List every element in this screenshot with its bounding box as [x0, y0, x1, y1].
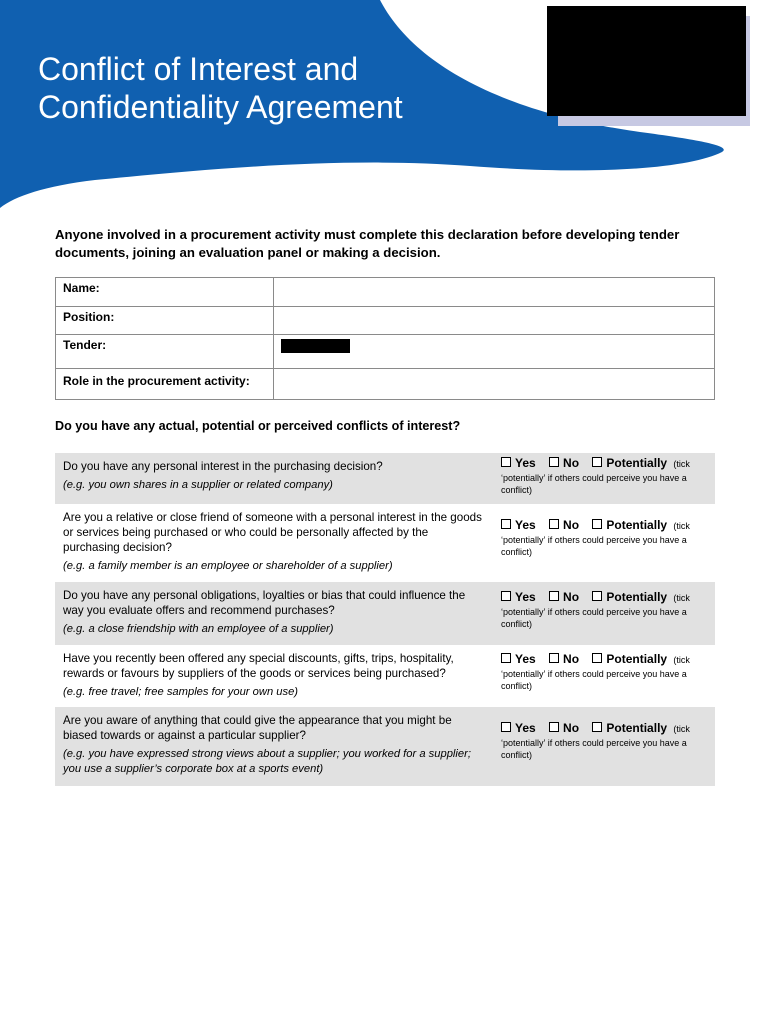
question-row: [55, 707, 715, 786]
question-row: [55, 582, 715, 645]
no-checkbox[interactable]: [549, 591, 559, 601]
name-field[interactable]: [274, 278, 715, 307]
question-text: Are you a relative or close friend of someone with a personal interest in the goods or services being purchased or who could be personally affected by the purchasing decision?: [63, 511, 482, 554]
potentially-label: Potentially: [606, 721, 668, 735]
redacted-logo: [547, 6, 746, 116]
details-table: [55, 277, 715, 400]
details-row-position: [56, 307, 715, 335]
no-label: No: [563, 652, 580, 666]
question-text: Do you have any personal interest in the purchasing decision?: [63, 460, 383, 473]
no-label: No: [563, 518, 580, 532]
yes-option[interactable]: [501, 456, 536, 470]
details-row-tender: [56, 335, 715, 369]
potentially-option[interactable]: [592, 456, 667, 470]
potentially-note: ‘potentially’ if others could perceive you have a conflict): [501, 669, 687, 691]
no-checkbox[interactable]: [549, 457, 559, 467]
details-row-role: [56, 369, 715, 400]
yes-label: Yes: [515, 652, 536, 666]
answer-options: [501, 518, 713, 558]
intro-text: Anyone involved in a procurement activity must complete this declaration before developing tender documents, joining an evaluation panel or making a decision.: [55, 227, 680, 260]
no-option[interactable]: [549, 456, 579, 470]
question-example: (e.g. you own shares in a supplier or related company): [63, 479, 333, 491]
yes-checkbox[interactable]: [501, 591, 511, 601]
potentially-note: ‘potentially’ if others could perceive you have a conflict): [501, 535, 687, 557]
question-row: [55, 645, 715, 707]
potentially-label: Potentially: [606, 456, 668, 470]
potentially-option[interactable]: [592, 721, 667, 735]
yes-option[interactable]: [501, 518, 536, 532]
no-checkbox[interactable]: [549, 653, 559, 663]
no-checkbox[interactable]: [549, 519, 559, 529]
yes-checkbox[interactable]: [501, 653, 511, 663]
answer-options: [501, 652, 713, 692]
answer-options: [501, 456, 713, 496]
position-label: Position:: [56, 307, 274, 335]
tick-note: (tick: [673, 724, 690, 734]
tick-note: (tick: [673, 655, 690, 665]
yes-label: Yes: [515, 456, 536, 470]
question-row: [55, 453, 715, 504]
potentially-label: Potentially: [606, 652, 668, 666]
potentially-checkbox[interactable]: [592, 519, 602, 529]
redacted-tender-value: [281, 339, 350, 353]
question-example: (e.g. free travel; free samples for your own use): [63, 686, 299, 698]
no-option[interactable]: [549, 518, 579, 532]
answer-options: [501, 590, 713, 630]
potentially-checkbox[interactable]: [592, 457, 602, 467]
answer-options: [501, 721, 713, 761]
potentially-note: ‘potentially’ if others could perceive you have a conflict): [501, 738, 687, 760]
no-option[interactable]: [549, 721, 579, 735]
conflicts-question-heading: Do you have any actual, potential or perceived conflicts of interest?: [55, 419, 461, 433]
question-text: Have you recently been offered any special discounts, gifts, trips, hospitality, rewards or favours by suppliers of the goods or services being purchased?: [63, 652, 454, 680]
tender-label: Tender:: [56, 335, 274, 369]
yes-option[interactable]: [501, 652, 536, 666]
question-example: (e.g. a close friendship with an employee of a supplier): [63, 623, 334, 635]
potentially-option[interactable]: [592, 518, 667, 532]
page-title: [38, 50, 403, 126]
yes-option[interactable]: [501, 721, 536, 735]
potentially-checkbox[interactable]: [592, 591, 602, 601]
tick-note: (tick: [673, 459, 690, 469]
no-option[interactable]: [549, 590, 579, 604]
potentially-label: Potentially: [606, 590, 668, 604]
role-field[interactable]: [274, 369, 715, 400]
title-line-1: Conflict of Interest and: [38, 51, 359, 87]
potentially-checkbox[interactable]: [592, 722, 602, 732]
no-label: No: [563, 456, 580, 470]
potentially-note: ‘potentially’ if others could perceive you have a conflict): [501, 473, 687, 495]
yes-label: Yes: [515, 590, 536, 604]
no-checkbox[interactable]: [549, 722, 559, 732]
position-field[interactable]: [274, 307, 715, 335]
yes-checkbox[interactable]: [501, 722, 511, 732]
potentially-label: Potentially: [606, 518, 668, 532]
yes-label: Yes: [515, 518, 536, 532]
tender-field[interactable]: [274, 335, 715, 369]
potentially-note: ‘potentially’ if others could perceive you have a conflict): [501, 607, 687, 629]
no-option[interactable]: [549, 652, 579, 666]
question-text: Do you have any personal obligations, loyalties or bias that could influence the way you evaluate offers and recommend purchases?: [63, 589, 466, 617]
question-example: (e.g. a family member is an employee or shareholder of a supplier): [63, 560, 393, 572]
no-label: No: [563, 590, 580, 604]
no-label: No: [563, 721, 580, 735]
tick-note: (tick: [673, 521, 690, 531]
name-label: Name:: [56, 278, 274, 307]
question-row: [55, 504, 715, 582]
question-text: Are you aware of anything that could give the appearance that you might be biased towards or against a particular supplier?: [63, 714, 452, 742]
questions-table: [55, 453, 715, 786]
yes-checkbox[interactable]: [501, 519, 511, 529]
tick-note: (tick: [673, 593, 690, 603]
yes-checkbox[interactable]: [501, 457, 511, 467]
potentially-option[interactable]: [592, 590, 667, 604]
role-label: Role in the procurement activity:: [56, 369, 274, 400]
title-line-2: Confidentiality Agreement: [38, 89, 403, 125]
yes-option[interactable]: [501, 590, 536, 604]
potentially-option[interactable]: [592, 652, 667, 666]
question-example: (e.g. you have expressed strong views about a supplier; you worked for a supplier; you use a supplier’s corporate box at a sports event): [63, 748, 471, 775]
details-row-name: [56, 278, 715, 307]
yes-label: Yes: [515, 721, 536, 735]
potentially-checkbox[interactable]: [592, 653, 602, 663]
